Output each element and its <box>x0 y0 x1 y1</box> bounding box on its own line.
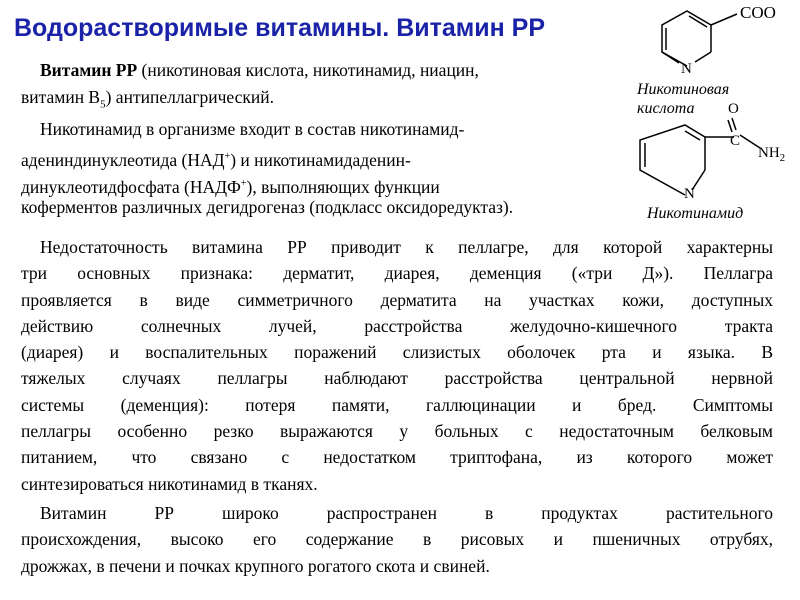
amide-c-o-bond <box>728 120 732 132</box>
vitamin-name: Витамин РР <box>40 60 138 80</box>
pellagra-line: действию солнечных лучей, расстройства желудочно-кишечного тракта <box>21 315 773 336</box>
nad-line-3-a: динуклеотидфосфата (НАДФ <box>21 176 241 197</box>
nad-line-1: Никотинамид в организме входит в состав никотинамид- <box>40 119 465 139</box>
pellagra-line: проявляется в виде симметричного дерматита на участках кожи, доступных <box>21 289 773 310</box>
intro-line-2-end: ) антипеллагрический. <box>105 87 274 107</box>
acid-substituent-bond <box>711 14 737 25</box>
pellagra-line: пеллагры особенно резко выражаются у больных с недостаточным белковым <box>21 421 773 442</box>
amide-c-o-bond <box>732 118 736 130</box>
pellagra-paragraph <box>21 234 773 497</box>
amide-ring-nitrogen: N <box>684 186 695 202</box>
pellagra-line: синтезироваться никотинамид в тканях. <box>21 473 318 494</box>
sources-line: происхождения, высоко его содержание в рисовых и пшеничных отрубях, <box>21 529 773 550</box>
nadf-sup: + <box>240 178 247 189</box>
sources-line: дрожжах, в печени и почках крупного рогатого скота и свиней. <box>21 555 490 576</box>
amide-c-n-bond <box>740 135 760 148</box>
intro-paragraph <box>40 57 620 84</box>
amide-oxygen: O <box>728 101 739 117</box>
acid-ring-bonds <box>662 11 711 66</box>
nad-sup: + <box>224 151 231 162</box>
nad-line-2-a: адениндинуклеотида (НАД <box>21 149 225 170</box>
sources-line: Витамин РР широко распространен в продуктах растительного <box>40 503 773 523</box>
nad-line-2-b: ) и никотинамидаденин- <box>230 149 411 170</box>
pellagra-line: Недостаточность витамина РР приводит к пеллагре, для которой характерны <box>40 237 773 257</box>
pellagra-line: тяжелых случаях пеллагры наблюдают расстройства центральной нервной <box>21 368 773 389</box>
page-title: Водорастворимые витамины. Витамин РР <box>14 14 546 42</box>
pellagra-line: питанием, что связано с недостатком триптофана, из которого может <box>21 447 773 468</box>
acid-ring-bond <box>662 52 679 63</box>
nad-line-3-b: ), выполняющих функции <box>246 176 440 197</box>
amide-nh-sub: 2 <box>779 152 786 164</box>
sources-paragraph <box>21 500 773 579</box>
acid-carboxyl-group: COO <box>740 3 776 22</box>
nad-line-4: коферментов различных дегидрогеназ (подкласс оксидоредуктаз). <box>21 197 514 217</box>
acid-ring-nitrogen: N <box>681 61 692 77</box>
intro-sub: 5 <box>100 98 106 111</box>
amide-label: Никотинамид <box>647 205 744 222</box>
acid-label: Никотиновая кислота <box>637 81 730 117</box>
intro-line-1-text: (никотиновая кислота, никотинамид, ниацин, <box>137 60 479 80</box>
amide-nh2-group <box>758 145 785 164</box>
intro-line-2 <box>21 84 621 119</box>
amide-carbon: C <box>730 133 741 149</box>
acid-ring-bond <box>695 52 711 62</box>
intro-line-2-start: витамин В <box>21 87 101 107</box>
intro-line-1 <box>40 57 620 84</box>
amide-nh: NH <box>758 145 780 161</box>
pellagra-line: (диарея) и воспалительных поражений слизистых оболочек рта и языка. В <box>21 342 773 363</box>
pellagra-line: три основных признака: дерматит, диарея, деменция («три Д»). Пеллагра <box>21 263 773 284</box>
pellagra-line: системы (деменция): потеря памяти, галлюцинации и бред. Симптомы <box>21 394 773 415</box>
